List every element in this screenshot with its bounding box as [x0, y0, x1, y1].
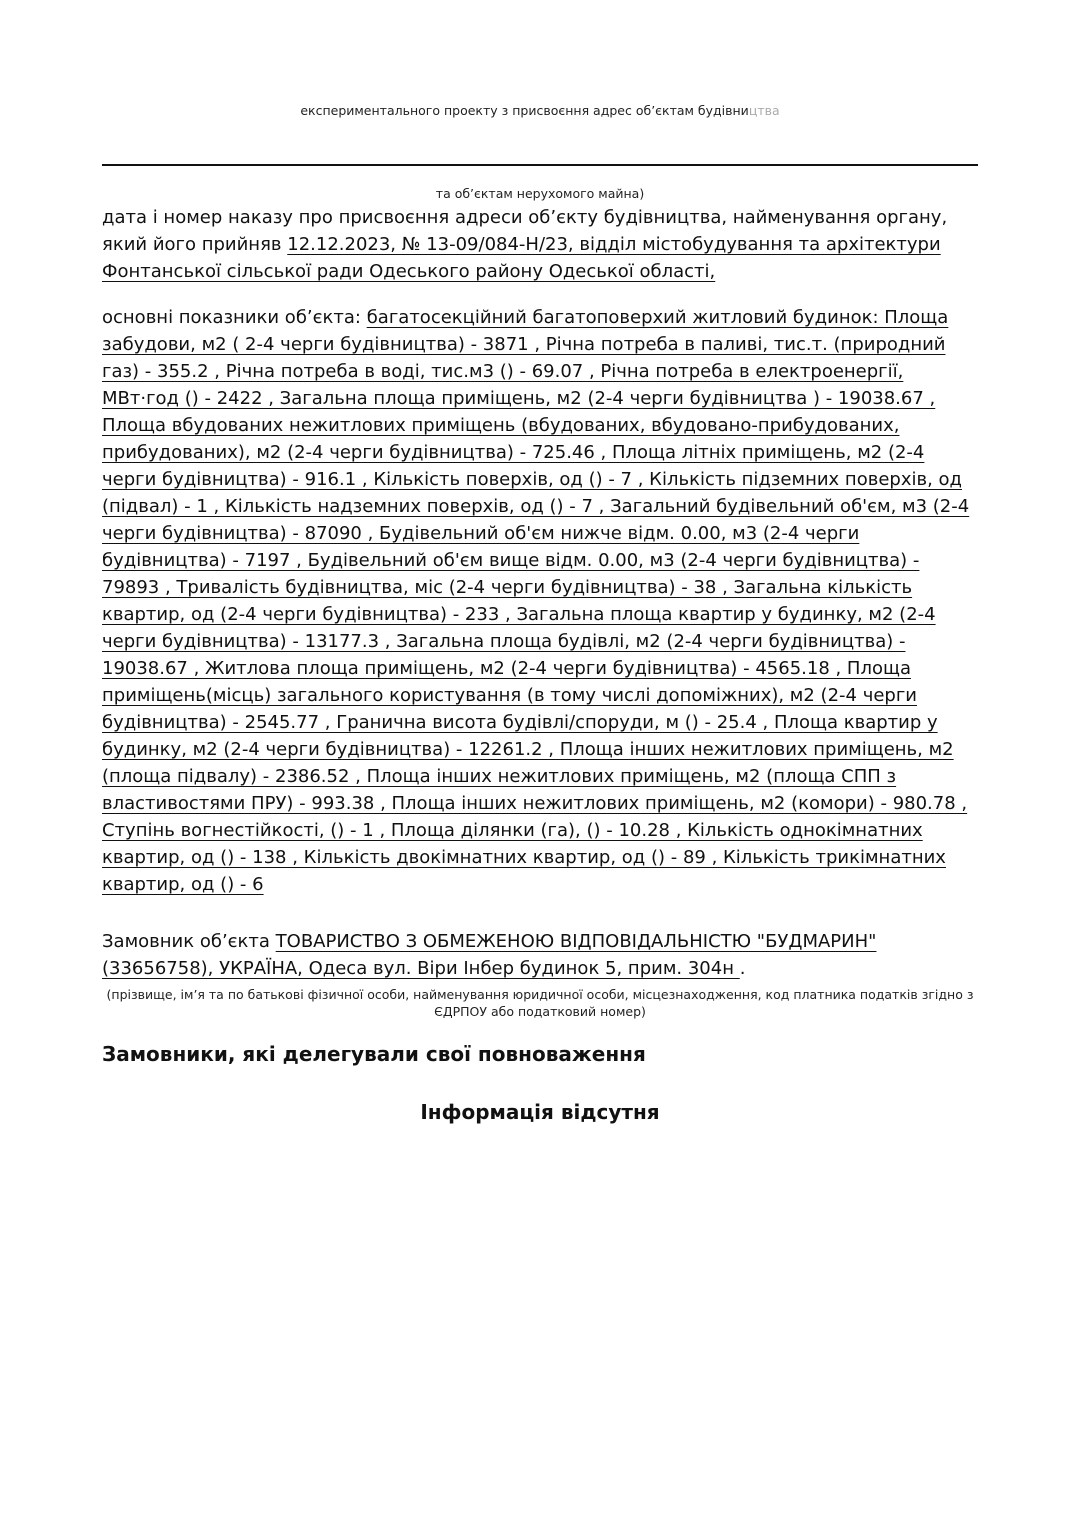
- indicators-label: основні показники об’єкта:: [102, 307, 367, 328]
- indicators-value: багатосекційний багатоповерхий житловий будинок: Площа забудови, м2 ( 2-4 черги будівництва) - 3871 , Річна потреба в паливі, тис.т. (природний газ) - 355.2 , Річна потреба в воді, тис.м3 () - 69.07 , Річна потреба в електроенергії, МВт·год () - 2422 , Загальна площа приміщень, м2 (2-4 черги будівництва ) - 19038.67 , Площа вбудованих нежитлових приміщень (вбудованих, вбудовано-прибудованих, прибудованих), м2 (2-4 черги будівництва) - 725.46 , Площа літніх приміщень, м2 (2-4 черги будівництва) - 916.1 , Кількість поверхів, од () - 7 , Кількість підземних поверхів, од (підвал) - 1 , Кількість надземних поверхів, од () - 7 , Загальний будівельний об'єм, м3 (2-4 черги будівництва) - 87090 , Будівельний об'єм нижче відм. 0.00, м3 (2-4 черги будівництва) - 7197 , Будівельний об'єм вище відм. 0.00, м3 (2-4 черги будівництва) - 79893 , Тривалість будівництва, міс (2-4 черги будівництва) - 38 , Загальна кількість квартир, од (2-4 черги будівництва) - 233 , Загальна площа квартир у будинку, м2 (2-4 черги будівництва) - 13177.3 , Загальна площа будівлі, м2 (2-4 черги будівництва) - 19038.67 , Житлова площа приміщень, м2 (2-4 черги будівництва) - 4565.18 , Площа приміщень(місць) загального користування (в тому числі допоміжних), м2 (2-4 черги будівництва) - 2545.77 , Гранична висота будівлі/споруди, м () - 25.4 , Площа квартир у будинку, м2 (2-4 черги будівництва) - 12261.2 , Площа інших нежитлових приміщень, м2 (площа підвалу) - 2386.52 , Площа інших нежитлових приміщень, м2 (площа СПП з властивостями ПРУ) - 993.38 , Площа інших нежитлових приміщень, м2 (комори) - 980.78 , Ступінь вогнестійкості, () - 1 , Площа ділянки (га), () - 10.28 , Кількість однокімнатних квартир, од () - 138 , Кількість двокімнатних квартир, од () - 89 , Кількість трикімнатних квартир, од () - 6: [102, 307, 970, 895]
- header-caption-text: експериментального проекту з присвоєння адрес об’єктам будівни: [300, 103, 749, 118]
- indicators-block: [102, 304, 978, 898]
- customer-block: [102, 928, 978, 982]
- header-rule: [102, 164, 978, 166]
- customer-note: (прізвище, ім’я та по батькові фізичної особи, найменування юридичної особи, місцезнаходження, код платника податків згідно з ЄДРПОУ або податковий номер): [106, 987, 974, 1019]
- header-caption: [102, 103, 978, 119]
- order-block: [102, 204, 978, 285]
- customer-value: ТОВАРИСТВО З ОБМЕЖЕНОЮ ВІДПОВІДАЛЬНІСТЮ "БУДМАРИН" (33656758), УКРАЇНА, Одеса вул. Віри Інбер будинок 5, прим. 304н: [102, 931, 877, 979]
- header-caption-faded: цтва: [748, 103, 780, 118]
- order-label: дата і номер наказу про присвоєння адреси об’єкту будівництва, найменування органу, який його прийняв: [102, 207, 948, 255]
- info-absent: Інформація відсутня: [420, 1100, 660, 1124]
- customer-trailing: .: [739, 958, 746, 979]
- subcaption: та об’єктам нерухомого майна): [435, 186, 645, 201]
- customer-label: Замовник об’єкта: [102, 931, 276, 952]
- order-value: 12.12.2023, № 13-09/084-Н/23, відділ містобудування та архітектури Фонтанської сільської ради Одеського району Одеської області,: [102, 234, 941, 282]
- delegated-heading: Замовники, які делегували свої повноваження: [102, 1042, 646, 1066]
